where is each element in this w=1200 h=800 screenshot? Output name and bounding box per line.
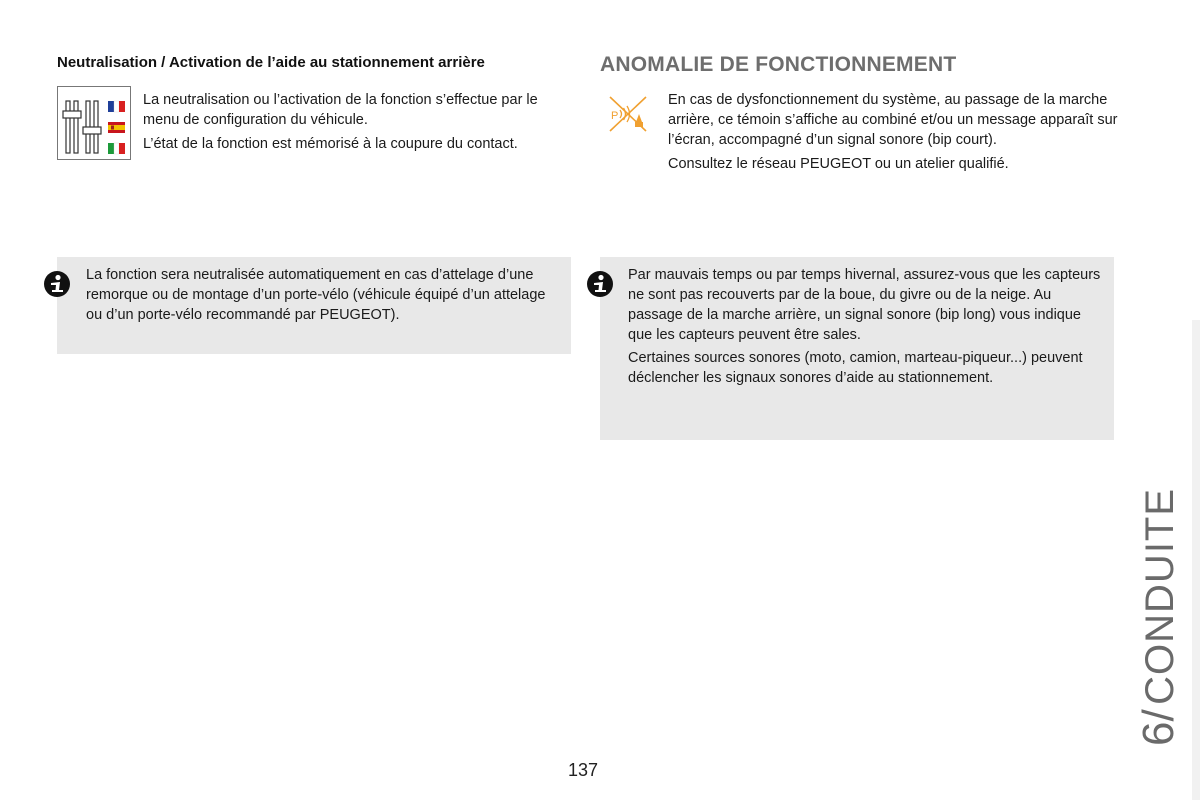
note-text xyxy=(628,265,1104,391)
note-text xyxy=(86,265,556,328)
paragraph: L’état de la fonction est mémorisé à la coupure du contact. xyxy=(143,136,518,152)
flag-fr-icon xyxy=(108,101,125,112)
flag-it-icon xyxy=(108,143,125,154)
note-box-left xyxy=(57,257,571,354)
chapter-side-rule xyxy=(1192,320,1200,800)
paragraph: Certaines sources sonores (moto, camion, marteau-piqueur...) peuvent déclencher les signaux sonores d’aide au stationnement. xyxy=(628,350,1083,386)
paragraph: En cas de dysfonctionnement du système, au passage de la marche arrière, ce témoin s’affiche au combiné et/ou un message apparaît sur l’écran, accompagné d’un signal sonore (bip court). xyxy=(668,92,1118,148)
chapter-title xyxy=(1134,488,1184,746)
neutralisation-text xyxy=(143,90,571,158)
paragraph: La neutralisation ou l’activation de la fonction s’effectue par le menu de configuration du véhicule. xyxy=(143,92,538,128)
flag-es-icon xyxy=(108,122,125,133)
section-heading-neutralisation: Neutralisation / Activation de l’aide au stationnement arrière xyxy=(57,54,485,71)
parking-sensor-fault-icon xyxy=(606,94,650,134)
chapter-name: CONDUITE xyxy=(1138,487,1182,705)
info-icon xyxy=(43,270,71,298)
configuration-menu-icon xyxy=(57,86,131,160)
note-box-right xyxy=(600,257,1114,440)
anomalie-text xyxy=(668,90,1120,178)
paragraph: Consultez le réseau PEUGEOT ou un atelier qualifié. xyxy=(668,156,1009,172)
chapter-number: 6/ xyxy=(1134,709,1183,746)
section-heading-anomalie: ANOMALIE DE FONCTIONNEMENT xyxy=(600,53,957,76)
paragraph: La fonction sera neutralisée automatiquement en cas d’attelage d’une remorque ou de montage d’un porte-vélo (véhicule équipé d’un attelage ou d’un porte-vélo recommandé par PEUGEOT). xyxy=(86,267,546,323)
svg-text:P: P xyxy=(611,110,619,122)
paragraph: Par mauvais temps ou par temps hivernal, assurez-vous que les capteurs ne sont pas recouverts par de la boue, du givre ou de la neige. Au passage de la marche arrière, un signal sonore (bip long) vous indique que les capteurs peuvent être sales. xyxy=(628,267,1101,343)
page-number: 137 xyxy=(568,760,599,780)
info-icon xyxy=(586,270,614,298)
